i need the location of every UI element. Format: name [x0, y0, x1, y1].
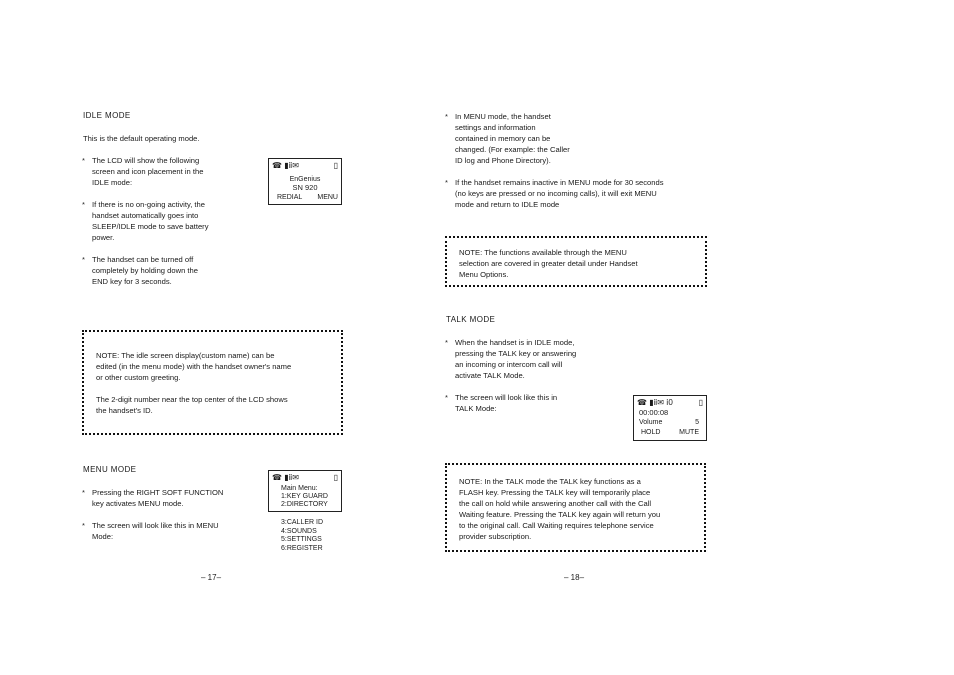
- note-label: NOTE:: [459, 477, 483, 486]
- menu-more-items: [281, 519, 323, 553]
- note-label: NOTE:: [459, 248, 483, 257]
- soft-key-redial: REDIAL: [277, 194, 303, 201]
- bullet-line: SLEEP/IDLE mode to save battery: [92, 222, 209, 231]
- talk-lcd-screen: [633, 395, 707, 441]
- status-icons: ☎ ▮ⅱ✉: [272, 473, 299, 482]
- menu-mode-heading: MENU MODE: [83, 465, 137, 474]
- note-text: provider subscription.: [459, 532, 532, 541]
- menu-item: 6:REGISTER: [281, 544, 323, 552]
- note-text: to the original call. Call Waiting requires telephone service: [459, 521, 654, 530]
- bullet-line: END key for 3 seconds.: [92, 277, 172, 286]
- idle-intro: This is the default operating mode.: [83, 134, 200, 143]
- bullet-line: Pressing the RIGHT SOFT FUNCTION: [92, 488, 224, 497]
- note-text: Waiting feature. Pressing the TALK key again will return you: [459, 510, 661, 519]
- note-menu-functions: [445, 236, 707, 287]
- right-bullet-1: * In MENU mode, the handset settings and information contained in memory can be changed. (For example: the Caller ID log and Phone Directory).: [445, 112, 570, 165]
- note-label: NOTE:: [96, 351, 120, 360]
- lcd-menu-item: 2:DIRECTORY: [281, 501, 328, 508]
- battery-icon: ▯: [333, 473, 338, 482]
- bullet-line: If there is no on-going activity, the: [92, 200, 205, 209]
- bullet-line: The LCD will show the following: [92, 156, 200, 165]
- note-text: the handset's ID.: [96, 406, 153, 415]
- status-icons: ☎ ▮ⅱ✉: [272, 161, 299, 170]
- battery-icon: ▯: [333, 161, 338, 170]
- bullet-line: IDLE mode:: [92, 178, 133, 187]
- note-text: or other custom greeting.: [96, 373, 181, 382]
- status-icons: ☎ ▮ⅱ✉ ⅰ0: [637, 398, 673, 407]
- bullet-line: contained in memory can be: [455, 134, 551, 143]
- bullet-line: (no keys are pressed or no incoming calls), it will exit MENU: [455, 189, 657, 198]
- bullet-line: TALK Mode:: [455, 404, 497, 413]
- menu-item: 3:CALLER ID: [281, 519, 324, 526]
- note-text: FLASH key. Pressing the TALK key will temporarily place: [459, 488, 651, 497]
- note-text: In the TALK mode the TALK key functions as a: [484, 477, 641, 486]
- lcd-line-model: SN 920: [292, 183, 318, 192]
- bullet-line: settings and information: [455, 123, 536, 132]
- volume-value: 5: [695, 419, 699, 426]
- lcd-line-name: EnGenius: [289, 176, 321, 183]
- talk-mode-heading: TALK MODE: [446, 315, 496, 324]
- call-timer: 00:00:08: [639, 408, 669, 417]
- bullet-2: * If there is no on-going activity, the handset automatically goes into SLEEP/IDLE mode to save battery power.: [82, 200, 209, 242]
- soft-key-hold: HOLD: [641, 429, 661, 436]
- note-idle-screen: [82, 330, 343, 435]
- menu-bullet-2: * The screen will look like this in MENU Mode:: [82, 521, 219, 541]
- bullet-1: * The LCD will show the following screen and icon placement in the IDLE mode:: [82, 156, 204, 187]
- bullet-line: an incoming or intercom call will: [455, 360, 563, 369]
- volume-label: Volume: [639, 419, 663, 426]
- note-text: The functions available through the MENU: [484, 248, 627, 257]
- lcd-menu-item: 1:KEY GUARD: [281, 493, 328, 500]
- bullet-line: activate TALK Mode.: [455, 371, 525, 380]
- page-number-18: – 18–: [564, 573, 585, 582]
- bullet-line: changed. (For example: the Caller: [455, 145, 570, 154]
- note-text: The 2-digit number near the top center of the LCD shows: [96, 395, 288, 404]
- idle-lcd-screen: [268, 158, 342, 205]
- note-talk-flash: [445, 463, 706, 552]
- bullet-line: In MENU mode, the handset: [455, 112, 551, 121]
- bullet-line: The handset can be turned off: [92, 255, 194, 264]
- bullet-line: Mode:: [92, 532, 114, 541]
- note-text: the call on hold while answering another call with the Call: [459, 499, 652, 508]
- bullet-line: mode and return to IDLE mode: [455, 200, 560, 209]
- bullet-line: handset automatically goes into: [92, 211, 199, 220]
- page-number-17: – 17–: [201, 573, 222, 582]
- battery-icon: ▯: [698, 398, 703, 407]
- idle-mode-heading: IDLE MODE: [83, 111, 131, 120]
- soft-key-menu: MENU: [317, 194, 338, 201]
- bullet-line: pressing the TALK key or answering: [455, 349, 577, 358]
- bullet-line: ID log and Phone Directory).: [455, 156, 551, 165]
- menu-item: 4:SOUNDS: [281, 527, 317, 535]
- bullet-line: The screen will look like this in MENU: [92, 521, 219, 530]
- note-text: edited (in the menu mode) with the handset owner's name: [96, 362, 292, 371]
- bullet-line: When the handset is in IDLE mode,: [455, 338, 575, 347]
- note-text: Menu Options.: [459, 270, 509, 279]
- lcd-menu-title: Main Menu:: [281, 485, 318, 492]
- talk-bullet-2: * The screen will look like this in TALK Mode:: [445, 393, 558, 413]
- soft-key-mute: MUTE: [679, 429, 699, 436]
- bullet-line: key activates MENU mode.: [92, 499, 184, 508]
- menu-bullet-1: * Pressing the RIGHT SOFT FUNCTION key activates MENU mode.: [82, 488, 224, 508]
- bullet-line: power.: [92, 233, 115, 242]
- menu-lcd-screen: [268, 470, 342, 512]
- bullet-3: * The handset can be turned off completely by holding down the END key for 3 seconds.: [82, 255, 198, 286]
- bullet-line: completely by holding down the: [92, 266, 198, 275]
- bullet-line: The screen will look like this in: [455, 393, 558, 402]
- bullet-line: screen and icon placement in the: [92, 167, 204, 176]
- note-text: selection are covered in greater detail under Handset: [459, 259, 638, 268]
- talk-bullet-1: * When the handset is in IDLE mode, pressing the TALK key or answering an incoming or intercom call will activate TALK Mode.: [445, 338, 577, 380]
- right-bullet-2: * If the handset remains inactive in MENU mode for 30 seconds (no keys are pressed or no incoming calls), it will exit MENU mode and return to IDLE mode: [445, 178, 664, 209]
- bullet-line: If the handset remains inactive in MENU mode for 30 seconds: [455, 178, 664, 187]
- menu-item: 5:SETTINGS: [281, 536, 322, 543]
- note-text: The idle screen display(custom name) can be: [121, 351, 275, 360]
